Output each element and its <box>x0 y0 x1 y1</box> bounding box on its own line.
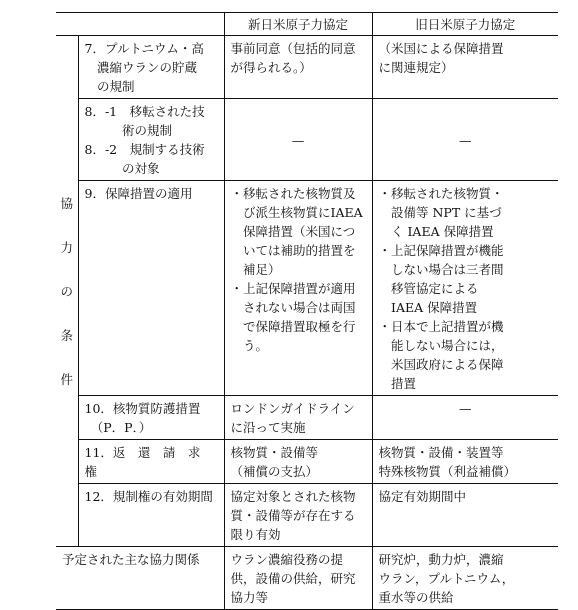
side-label-char: 件 <box>60 371 73 387</box>
row-new-value: — <box>224 99 372 181</box>
footer-new-value: ウラン濃縮役務の提 供，設備の供給，研究 協力等 <box>224 547 372 610</box>
side-label-char: の <box>60 283 73 299</box>
row-item-label: 7．プルトニウム・高 濃縮ウランの貯蔵 の規制 <box>78 36 224 99</box>
row-old-value: 核物質・設備・装置等 特殊核物質（利益補償） <box>372 440 558 484</box>
table-row-planned-cooperation <box>56 547 558 610</box>
row-new-value: ・移転された核物質及 び派生核物質にIAEA 保障措置（米国につ いては補助的措置を 補足） ・上記保障措置が適用 されない場合は両国 で保障措置取極を行 う。 <box>224 181 372 396</box>
row-old-value: — <box>372 99 558 181</box>
header-new-agreement: 新日米原子力協定 <box>224 13 372 36</box>
table-row <box>56 99 558 181</box>
row-old-value: — <box>372 396 558 440</box>
row-old-value: （米国による保障措置 に関連規定） <box>372 36 558 99</box>
table-row <box>56 440 558 484</box>
row-new-value: 事前同意（包括的同意 が得られる。） <box>224 36 372 99</box>
row-new-value: 核物質・設備等 （補償の支払） <box>224 440 372 484</box>
footer-item-label: 予定された主な協力関係 <box>56 547 224 610</box>
row-old-value: ・移転された核物質・ 設備等 NPT に基づ く IAEA 保障措置 ・上記保障措置が機能 しない場合は三者間 移管協定による IAEA 保障措置 ・日本で上記措置が機 能しない場合には， 米国政府による保障 措置 <box>372 181 558 396</box>
row-item-label: 8．-1 移転された技 術の規制 8．-2 規制する技術 の対象 <box>78 99 224 181</box>
row-item-label: 11．返 還 請 求 権 <box>78 440 224 484</box>
agreement-comparison-table <box>56 12 558 610</box>
side-label-char: 力 <box>60 239 73 255</box>
row-item-label: 9．保障措置の適用 <box>78 181 224 396</box>
row-new-value: ロンドンガイドライン に沿って実施 <box>224 396 372 440</box>
header-blank-cell <box>56 13 224 36</box>
row-old-value: 協定有効期間中 <box>372 484 558 547</box>
row-item-label: 10．核物質防護措置 （P．P．） <box>78 396 224 440</box>
header-old-agreement: 旧日米原子力協定 <box>372 13 558 36</box>
footer-old-value: 研究炉，動力炉，濃縮 ウラン，プルトニウム， 重水等の供給 <box>372 547 558 610</box>
side-label-char: 条 <box>60 327 73 343</box>
table-row <box>56 36 558 99</box>
side-label-char: 協 <box>60 195 73 211</box>
table-row <box>56 181 558 396</box>
header-row <box>56 13 558 36</box>
table-row <box>56 484 558 547</box>
table-row <box>56 396 558 440</box>
row-new-value: 協定対象とされた核物 質・設備等が存在する 限り有効 <box>224 484 372 547</box>
side-label-cooperation-conditions <box>56 36 78 547</box>
row-item-label: 12．規制権の有効期間 <box>78 484 224 547</box>
